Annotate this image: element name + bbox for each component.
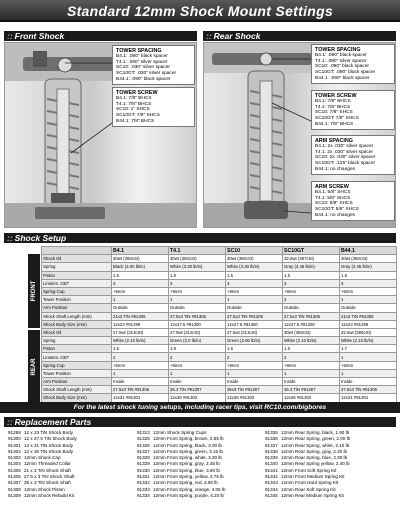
part-number: 91300 [8,436,21,442]
part-description: 12mm Rear Medium Spring Kit [281,492,344,498]
table-cell: +9mm [226,361,283,369]
row-label: Spring [42,337,112,345]
part-description: 12mm Front Spring, black, 3.00 lb [153,442,222,448]
table-cell: 2 [283,296,340,304]
table-cell: 12x23 #91299 [112,320,169,328]
table-cell: 1.5 [283,271,340,279]
row-label: Limiters .030" [42,353,112,361]
row-label: Shock Oil [42,255,112,263]
table-cell: White (2.10 lb/in) [283,337,340,345]
rear-tower-spacing-box [311,44,395,84]
table-cell: White (2.10 lb/in) [340,337,397,345]
table-cell: +9mm [169,287,226,295]
front-screw-line: SC10: 1" SHCS [116,107,150,113]
front-screw-line: SC10GT: 7/8" SHCS [116,112,160,118]
part-description: 12mm Front Spring, gray, 3.45 lb [153,461,220,467]
part-number: 91302 [8,448,21,454]
table-cell: 30wt (350cSt) [340,255,397,263]
row-label: Spring [42,263,112,271]
part-description: 12mm Front Spring, blue, 3.60 lb [153,467,220,473]
part-number: 91307 [8,480,21,486]
table-cell: 1 [169,369,226,377]
table-cell: Green (2.0 lb/in) [169,337,226,345]
part-number: 91335 [265,430,278,435]
part-number: 91306 [8,467,21,473]
part-number: 91304 [8,461,21,467]
table-cell: 21x3 TiN #91306 [340,312,397,320]
page-title: Standard 12mm Shock Mount Settings [66,3,334,19]
part-description: 12mm Rear Soft Spring Kit [281,486,336,492]
part-description: 12mm Shock Cap [24,455,61,461]
replacement-parts-title: Replacement Parts [14,417,92,427]
table-row [42,287,397,295]
part-description: 12mm Rear Spring, green, 2.00 lb [281,436,351,442]
table-cell: 12x31 #91301 [340,394,397,402]
table-cell: 1.6 [112,271,169,279]
rear-screw-line: B44.1: 7/8" BHCS [315,121,354,127]
front-tower-screw-title: TOWER SCREW [116,90,158,96]
shock-setup-title: Shock Setup [14,233,67,243]
table-cell: 35x3 TiN #91307 [226,386,283,394]
rear-arm-screw-box [311,181,395,221]
table-cell: 3 [169,279,226,287]
table-cell: Outside [112,304,169,312]
table-row [42,353,397,361]
front-spacing-line: SC10: .030" silver spacer [116,65,170,71]
table-cell: 1 [169,296,226,304]
front-setup-rows [42,255,397,329]
table-cell: 3 [340,279,397,287]
row-label: Spring Cup [42,361,112,369]
table-cell: 1 [283,369,340,377]
column-header: SC10GT [283,247,340,255]
rear-spacing-line: B44.1: .090" black spacer [315,75,370,81]
table-cell: Inside [283,378,340,386]
part-number: 91340 [265,461,278,467]
table-cell: 27.5wt (313cSt) [226,328,283,336]
part-description: 12mm Threaded Collar [24,461,71,467]
table-cell: 27.5x3 TiN #91306 [283,312,340,320]
table-cell: Inside [226,378,283,386]
front-screw-line: B44.1: 7/8" BHCS [116,118,155,124]
part-number: 91337 [265,442,278,448]
part-number: 91309 [8,492,21,498]
table-cell: 3 [112,279,169,287]
table-cell: White (3.30 lb/in) [226,263,283,271]
table-cell: +5mm [340,287,397,295]
table-cell: 30wt (350cSt) [112,255,169,263]
part-description: 12mm Front Spring, red, 3.90 lb [153,480,218,486]
section-dots-icon: :: [7,233,13,243]
rear-arm-screw-line: B44.1: no changes [315,212,356,218]
table-cell: 1 [112,369,169,377]
table-row [42,304,397,312]
table-cell: 30wt (350cSt) [169,255,226,263]
table-cell: +9mm [226,287,283,295]
table-cell: Gray (3.45 lb/in) [283,263,340,271]
rear-arm-screw-line: SC10: 5/8" SHCS [315,201,353,207]
rear-tower-screw-title: TOWER SCREW [315,93,357,99]
table-cell: Green (2.00 lb/in) [226,337,283,345]
table-cell: 35.3 TiN #91307 [169,386,226,394]
table-cell: 1.6 [340,271,397,279]
row-label: Arm Position [42,378,112,386]
table-row [42,378,397,386]
part-description: 12mm Front Medium Spring Kit [281,474,345,480]
table-cell: Outside [283,304,340,312]
part-number: 91336 [265,436,278,442]
part-number: 91326 [137,442,150,448]
rear-tower-spacing-title: TOWER SPACING [315,47,361,53]
table-cell: 1.6 [169,271,226,279]
table-cell: 1 [340,353,397,361]
parts-column [265,430,350,499]
front-shock-photo [4,42,197,228]
table-cell: 27.5x3 TiN #91306 [340,386,397,394]
table-cell: 1.6 [283,345,340,353]
table-row [42,271,397,279]
table-row [42,296,397,304]
section-dots-icon: :: [7,417,13,427]
replacement-parts-header [4,417,396,427]
table-cell: 27.5wt (313cSt) [112,328,169,336]
rear-side-label [28,330,40,404]
title-banner [0,0,400,22]
part-number: 91299 [8,430,21,435]
rear-arm-spacing-line: SC10: 2x .030" silver spacer [315,155,376,161]
table-cell: Gray (3.45 lb/in) [340,263,397,271]
table-cell: 1 [340,369,397,377]
rear-shock-photo [203,42,396,228]
table-row [42,345,397,353]
front-spacing-line: SC10GT: .030" silver spacer [116,70,177,76]
rear-screw-line: SC10: 7/8" SHCS [315,110,353,116]
table-row [42,361,397,369]
rear-arm-screw-line: B4.1: 5/8" SHCS [315,190,351,196]
table-row [42,263,397,271]
table-cell: 3 [226,279,283,287]
table-cell: +9mm [283,287,340,295]
part-description: 12mm Shock Rebuild Kit [24,492,75,498]
table-row [42,337,397,345]
table-cell: Inside [169,378,226,386]
part-number: 91306 [8,474,21,480]
table-cell: +9mm [283,361,340,369]
table-cell: +9mm [169,361,226,369]
table-cell: 32.5wt (387cSt) [283,255,340,263]
table-cell: +5mm [112,361,169,369]
table-row [42,328,397,336]
table-cell: +5mm [112,287,169,295]
part-number: 91330 [137,467,150,473]
table-cell: 2 [283,353,340,361]
part-number: 91308 [8,486,21,492]
row-label: Piston [42,345,112,353]
table-cell: 21x3 TiN #91306 [112,312,169,320]
rear-tower-screw-box [311,90,395,130]
table-cell: 27.5x3 TiN #91306 [112,386,169,394]
part-description: 12mm Front Spring, white, 3.30 lb [153,455,222,461]
parts-column [8,430,77,499]
front-shock-header [4,31,197,41]
table-cell: 12x36 #91302 [169,394,226,402]
front-tower-spacing-title: TOWER SPACING [116,48,162,54]
shock-setup-header [4,233,396,243]
row-label: Shock Shaft Length (mm) [42,386,112,394]
part-number: 91343 [265,480,278,486]
rear-spacing-line: B4.1: .090" black spacer [315,53,367,59]
table-cell: Inside [340,378,397,386]
rear-arm-screw-line: T4.1: 5/8" SHCS [315,195,351,201]
part-description: 12mm Front Hard Spring Kit [281,480,339,486]
table-row [42,279,397,287]
table-cell: White (3.30 lb/in) [169,263,226,271]
part-item [265,493,350,499]
table-cell: 12x31 #91301 [112,394,169,402]
table-cell: 3 [283,279,340,287]
table-cell: 30wt (350cSt) [283,328,340,336]
part-description: 12mm Front Soft Spring Kit [281,467,337,473]
table-cell: 1 [226,369,283,377]
row-label: Tower Position [42,296,112,304]
column-header: SC10 [226,247,283,255]
part-number: 91339 [265,455,278,461]
table-cell: 27.5wt (313cSt) [169,328,226,336]
part-number: 91331 [137,474,150,480]
table-cell: 1 [112,296,169,304]
table-row [42,369,397,377]
front-spacing-line: B4.1: .090" black spacer [116,54,168,60]
row-label: Shock Body Size (mm) [42,320,112,328]
front-label-text: FRONT [31,280,37,302]
part-number: 91329 [137,461,150,467]
table-cell: 35.3 TiN #91307 [283,386,340,394]
row-label: Arm Position [42,304,112,312]
row-label: Shock Oil [42,328,112,336]
front-spacing-line: T4.1: .090" silver spacer [116,59,168,65]
part-description: 12mm Rear Spring yellow, 2.40 lb [281,461,350,467]
table-cell: 2 [226,353,283,361]
table-cell: 1.6 [226,345,283,353]
row-label: Piston [42,271,112,279]
table-row [42,394,397,402]
part-item [8,493,77,499]
rear-arm-screw-title: ARM SCREW [315,184,349,190]
table-cell: Black (3.00 lb/in) [112,263,169,271]
part-description: 12mm Rear Spring, blue, 2.30 lb [281,455,348,461]
part-description: 35 x 3 TiN Shock Shaft [24,480,71,486]
part-description: 12 x 31 TiN Shock Body [24,442,74,448]
part-number: 91341 [265,467,278,473]
part-number: 91338 [265,448,278,454]
table-cell: 1 [340,296,397,304]
part-description: 12mm Front Spring, purple, 4.20 lb [153,492,224,498]
front-side-label [28,254,40,328]
rear-arm-spacing-line: B44.1: no changes [315,166,356,172]
rear-arm-spacing-line: T4.1: 2x .030" silver spacer [315,149,373,155]
part-number: 91345 [265,492,278,498]
table-cell: Outside [340,304,397,312]
table-cell: 12x36 #91302 [226,394,283,402]
table-cell: 1.7 [340,345,397,353]
part-number: 91303 [8,455,21,461]
table-cell: +5mm [340,361,397,369]
row-label: Shock Body Size (mm) [42,394,112,402]
table-cell: 27.5x3 TiN #91306 [226,312,283,320]
section-dots-icon: :: [7,31,13,41]
row-label: Shock Shaft Length (mm) [42,312,112,320]
front-screw-line: T4.1: 7/8" BHCS [116,101,152,107]
table-header-row [42,247,397,255]
part-number: 91332 [137,480,150,486]
part-number: 91333 [137,486,150,492]
front-spacing-line: B44.1: .090" black spacer [116,76,171,82]
rear-spacing-line: SC10GT: .090" black spacer [315,69,376,75]
table-cell: 27.5x3 TiN #91306 [169,312,226,320]
table-cell: 12x27.5 #91300 [169,320,226,328]
table-cell: 12x27.5 #91300 [283,320,340,328]
part-description: 12mm Front Spring, green, 3.15 lb [153,448,223,454]
table-cell: 32.5wt (386cSt) [340,328,397,336]
part-description: 12 x 23 TiN Shock Body [24,430,74,435]
rear-arm-spacing-line: SC10GT: .125" black spacer [315,160,376,166]
table-cell: White (2.10 lb/in) [112,337,169,345]
part-description: 12mm Front Spring, brown, 2.85 lb [153,436,224,442]
part-number: 91327 [137,448,150,454]
table-row [42,386,397,394]
part-description: 12 x 36 TiN Shock Body [24,448,74,454]
table-corner [42,247,112,255]
part-description: 12mm Front Spring, yellow, 3.75 lb [153,474,224,480]
table-cell: Outside [169,304,226,312]
rear-screw-line: B4.1: 7/8" BHCS [315,99,351,105]
row-label: Tower Position [42,369,112,377]
part-description: 12mm Shock Spring Cups [153,430,207,435]
table-cell: 30wt (350cSt) [226,255,283,263]
rear-arm-screw-line: SC10GT: 5/8" SHCS [315,206,359,212]
rear-arm-spacing-title: ARM SPACING [315,138,353,144]
rear-spacing-line: T4.1: .090" silver spacer [315,58,367,64]
table-cell: 1.6 [169,345,226,353]
part-description: 21 x 3 TiN Shock Shaft [24,467,71,473]
table-row [42,312,397,320]
row-label: Spring Cup [42,287,112,295]
table-cell: 1 [226,296,283,304]
rear-setup-rows [42,328,397,402]
part-description: 12mm Rear Spring, gray, 2.20 lb [281,448,348,454]
rear-arm-spacing-line: B4.1: 2x .030" silver spacer [315,144,374,150]
front-shock-title: Front Shock [14,31,65,41]
table-cell: 12x27.5 #91300 [226,320,283,328]
part-description: 12 x 27.5 TiN Shock Body [24,436,77,442]
rear-screw-line: SC10GT: 7/8" SHCS [315,115,359,121]
front-tower-spacing-box [112,45,195,85]
part-number: 91313 [137,430,150,435]
part-number: 91342 [265,474,278,480]
rear-spacing-line: SC10: .090" black spacer [315,64,369,70]
table-cell: 1.6 [112,345,169,353]
part-number: 91325 [137,436,150,442]
part-number: 91344 [265,486,278,492]
tip-banner: For the latest shock tuning setups, including racer tips, visit RC10.com/bigbores [0,402,400,413]
row-label: Limiters .030" [42,279,112,287]
front-screw-line: B4.1: 7/8" BHCS [116,96,152,102]
shock-setup-table [41,246,397,403]
table-cell: 12x36 #91302 [283,394,340,402]
column-header: B4.1 [112,247,169,255]
table-cell: 2 [112,353,169,361]
parts-column [137,430,226,499]
part-number: 91301 [8,442,21,448]
part-item [137,493,226,499]
part-description: 12mm Rear Spring, white, 2.10 lb [281,442,350,448]
section-dots-icon: :: [206,31,212,41]
table-cell: Outside [226,304,283,312]
column-header: T4.1 [169,247,226,255]
rear-shock-header [203,31,396,41]
part-description: 12mm Front Spring, orange, 4.05 lb [153,486,226,492]
table-cell: 2 [169,353,226,361]
part-number: 91334 [137,492,150,498]
rear-label-text: REAR [31,358,37,376]
column-header: B44.1 [340,247,397,255]
rear-arm-spacing-box [311,135,395,175]
part-number: 91328 [137,455,150,461]
rear-shock-title: Rear Shock [213,31,261,41]
table-cell: 1.5 [226,271,283,279]
part-description: 27.5 x 3 TiN Shock Shaft [24,474,75,480]
table-row [42,255,397,263]
table-cell: Inside [112,378,169,386]
part-description: 12mm Shock Piston [24,486,65,492]
table-row [42,320,397,328]
table-cell: 12x23 #91299 [340,320,397,328]
front-tower-screw-box [112,87,195,127]
part-description: 12mm Rear Spring, black, 1.90 lb [281,430,350,435]
rear-screw-line: T4.1: 7/8" BHCS [315,104,351,110]
